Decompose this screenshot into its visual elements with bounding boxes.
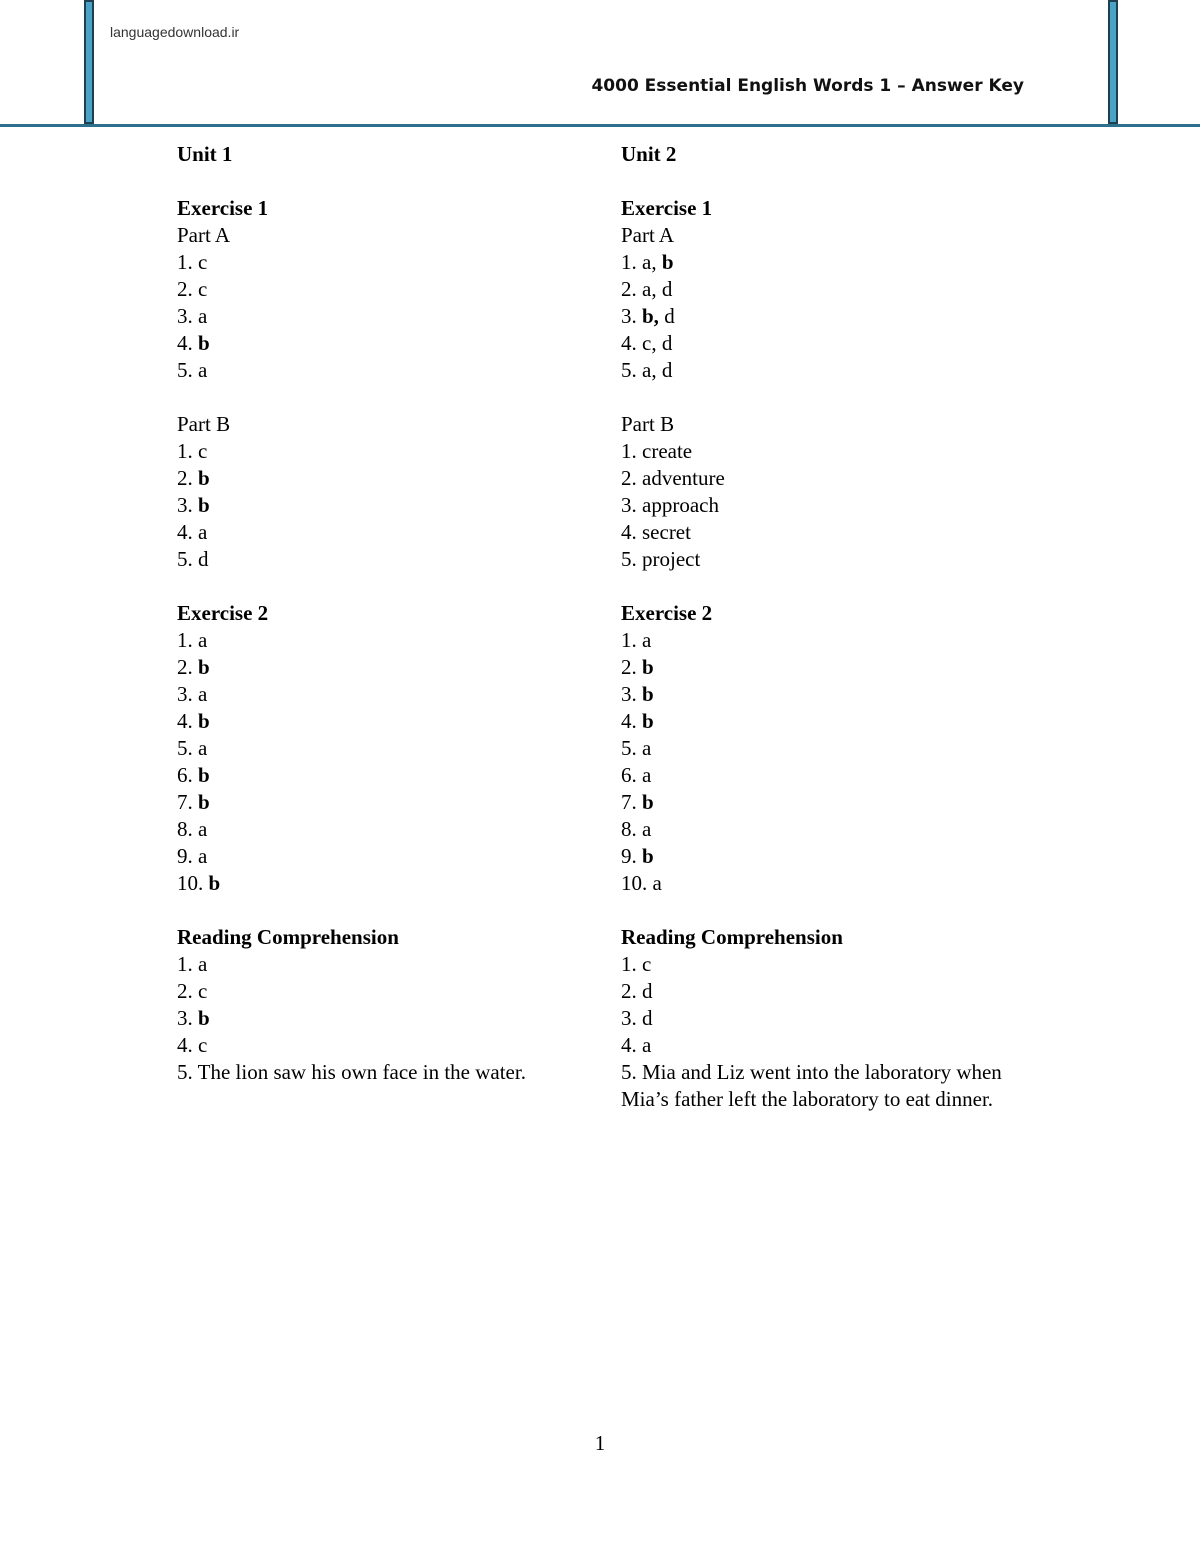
right-decorative-bar (1108, 0, 1118, 124)
answer-item: 10. b (177, 871, 221, 895)
answer-item: 6. b (177, 763, 210, 787)
answer-item: 5. a (177, 358, 208, 382)
answer-item: 10. a (621, 871, 662, 895)
answer-item: 2. b (177, 466, 210, 490)
exercise-1-heading: Exercise 1 (621, 196, 713, 220)
part-a-list (177, 249, 567, 384)
answer-item: 3. b, d (621, 304, 675, 328)
exercise-2-list (177, 627, 567, 897)
watermark: languagedownload.ir (110, 24, 240, 40)
answer-item: 1. c (177, 439, 208, 463)
answer-item: 7. b (177, 790, 210, 814)
answer-item: 4. a (621, 1033, 652, 1057)
answer-item: 4. c, d (621, 331, 673, 355)
page-number: 1 (594, 1431, 606, 1455)
answer-item: 2. d (621, 979, 653, 1003)
unit-2-column (621, 141, 1011, 1113)
reading-comprehension-heading: Reading Comprehension (621, 925, 843, 949)
answer-item: 2. a, d (621, 277, 673, 301)
answer-item: 5. a (177, 736, 208, 760)
answer-item: 3. d (621, 1006, 653, 1030)
answer-item: 5. a, d (621, 358, 673, 382)
answer-item: 3. a (177, 304, 208, 328)
answer-item: 2. c (177, 979, 208, 1003)
reading-list (621, 951, 1011, 1113)
answer-item: 5. d (177, 547, 209, 571)
answer-item: 2. b (621, 655, 654, 679)
left-decorative-bar (84, 0, 94, 124)
part-a-label: Part A (177, 223, 231, 247)
answer-item: 4. a (177, 520, 208, 544)
answer-item: 3. b (177, 1006, 210, 1030)
part-a-list (621, 249, 1011, 384)
answer-item: 4. b (177, 331, 210, 355)
answer-item: 9. b (621, 844, 654, 868)
answer-item: 5. project (621, 547, 701, 571)
answer-item: 8. a (177, 817, 208, 841)
answer-item: 8. a (621, 817, 652, 841)
answer-item: 4. b (177, 709, 210, 733)
unit-heading: Unit 1 (177, 142, 233, 166)
answer-item: 5. The lion saw his own face in the water. (177, 1060, 526, 1084)
answer-item: 1. a (621, 628, 652, 652)
answer-item: 4. b (621, 709, 654, 733)
answer-item: 2. b (177, 655, 210, 679)
unit-1-column (177, 141, 567, 1086)
answer-item: 1. a (177, 952, 208, 976)
answer-item: 5. a (621, 736, 652, 760)
answer-item: 2. c (177, 277, 208, 301)
answer-item: 3. a (177, 682, 208, 706)
header-rule (0, 124, 1200, 127)
answer-item: 2. adventure (621, 466, 725, 490)
part-b-label: Part B (621, 412, 675, 436)
answer-item: 9. a (177, 844, 208, 868)
answer-item: 1. c (621, 952, 652, 976)
document-title: 4000 Essential English Words 1 – Answer Key (591, 76, 1024, 96)
answer-item: 5. Mia and Liz went into the laboratory when Mia’s father left the laboratory to eat dinner. (621, 1060, 1008, 1111)
part-b-list (621, 438, 1011, 573)
part-a-label: Part A (621, 223, 675, 247)
unit-heading: Unit 2 (621, 142, 677, 166)
reading-list (177, 951, 567, 1086)
answer-item: 4. c (177, 1033, 208, 1057)
answer-item: 3. approach (621, 493, 719, 517)
answer-item: 1. a, b (621, 250, 674, 274)
answer-item: 1. a (177, 628, 208, 652)
answer-item: 6. a (621, 763, 652, 787)
answer-item: 3. b (177, 493, 210, 517)
answer-item: 4. secret (621, 520, 691, 544)
exercise-1-heading: Exercise 1 (177, 196, 269, 220)
answer-item: 1. create (621, 439, 693, 463)
exercise-2-heading: Exercise 2 (177, 601, 269, 625)
answer-item: 1. c (177, 250, 208, 274)
exercise-2-list (621, 627, 1011, 897)
part-b-list (177, 438, 567, 573)
answer-item: 7. b (621, 790, 654, 814)
answer-item: 3. b (621, 682, 654, 706)
reading-comprehension-heading: Reading Comprehension (177, 925, 399, 949)
exercise-2-heading: Exercise 2 (621, 601, 713, 625)
part-b-label: Part B (177, 412, 231, 436)
